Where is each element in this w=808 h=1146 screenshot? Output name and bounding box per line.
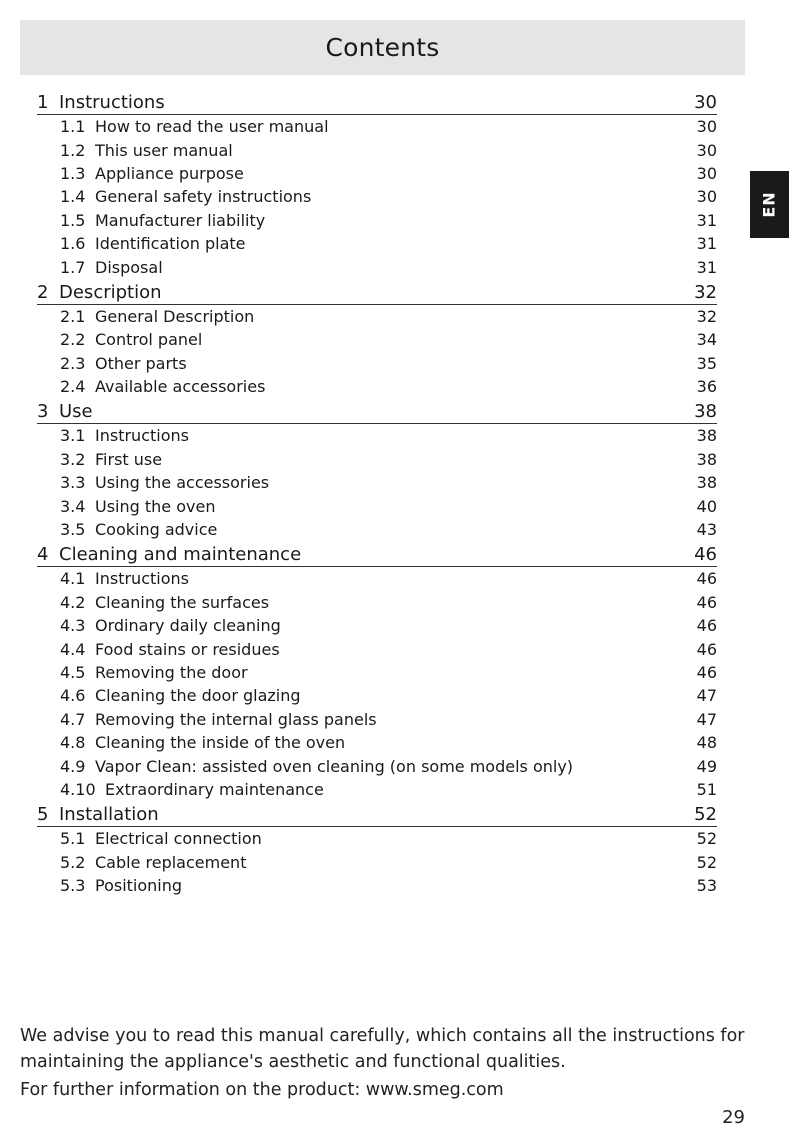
toc-item-page: 31 bbox=[696, 257, 717, 277]
toc-item-heading bbox=[60, 497, 215, 516]
toc-item-title: Using the oven bbox=[95, 496, 216, 516]
toc-item-page: 43 bbox=[696, 520, 717, 540]
toc-item-title: Vapor Clean: assisted oven cleaning (on some models only) bbox=[95, 756, 574, 776]
toc-item-title: Cleaning the door glazing bbox=[95, 686, 301, 706]
toc-item-title: Available accessories bbox=[95, 377, 266, 397]
toc-item[interactable] bbox=[37, 232, 717, 255]
toc-item-heading bbox=[60, 258, 163, 277]
toc-item[interactable] bbox=[37, 209, 717, 232]
table-of-contents bbox=[37, 89, 717, 897]
toc-item-page: 53 bbox=[696, 876, 717, 896]
toc-section-title: Cleaning and maintenance bbox=[59, 544, 302, 566]
language-label: EN bbox=[759, 191, 779, 218]
toc-item-number: 2.2 bbox=[60, 330, 86, 350]
toc-item[interactable] bbox=[37, 185, 717, 208]
toc-item-title: First use bbox=[95, 449, 163, 469]
toc-item-number: 1.1 bbox=[60, 117, 86, 137]
toc-item[interactable] bbox=[37, 494, 717, 517]
toc-item-title: Appliance purpose bbox=[95, 163, 244, 183]
toc-section-title: Use bbox=[59, 401, 93, 423]
toc-item-heading bbox=[60, 377, 265, 396]
toc-item-page: 47 bbox=[696, 709, 717, 729]
toc-item[interactable] bbox=[37, 375, 717, 398]
toc-item[interactable] bbox=[37, 352, 717, 375]
toc-item-page: 46 bbox=[696, 592, 717, 612]
toc-item[interactable] bbox=[37, 754, 717, 777]
toc-section-page: 52 bbox=[694, 804, 717, 826]
toc-item-page: 40 bbox=[696, 496, 717, 516]
toc-item-heading bbox=[60, 164, 244, 183]
toc-item-page: 46 bbox=[696, 663, 717, 682]
toc-item-heading bbox=[60, 640, 280, 659]
toc-item-title: Ordinary daily cleaning bbox=[95, 616, 281, 636]
toc-item[interactable] bbox=[37, 614, 717, 637]
toc-item-title: Removing the internal glass panels bbox=[95, 709, 377, 729]
toc-item-title: Electrical connection bbox=[95, 829, 262, 849]
toc-item[interactable] bbox=[37, 874, 717, 897]
toc-item-title: Using the accessories bbox=[95, 473, 270, 493]
toc-item[interactable] bbox=[37, 851, 717, 874]
toc-item-title: Identification plate bbox=[95, 234, 246, 254]
toc-item[interactable] bbox=[37, 731, 717, 754]
toc-section-title: Instructions bbox=[59, 92, 165, 113]
toc-section-number: 2 bbox=[37, 281, 49, 303]
toc-item[interactable] bbox=[37, 684, 717, 707]
toc-item-heading bbox=[60, 876, 182, 895]
toc-section-heading bbox=[37, 401, 93, 422]
toc-item-number: 4.2 bbox=[60, 592, 86, 612]
toc-section-page: 30 bbox=[694, 92, 717, 113]
contents-header bbox=[20, 20, 745, 75]
page-title: Contents bbox=[325, 33, 440, 62]
toc-item[interactable] bbox=[37, 305, 717, 328]
toc-item-number: 1.7 bbox=[60, 257, 86, 277]
toc-section-4[interactable] bbox=[37, 541, 717, 567]
toc-item-number: 4.5 bbox=[60, 663, 86, 682]
toc-item-heading bbox=[60, 473, 269, 492]
toc-item-number: 5.3 bbox=[60, 876, 86, 896]
toc-item-heading bbox=[60, 686, 301, 705]
toc-item[interactable] bbox=[37, 471, 717, 494]
toc-section-heading bbox=[37, 544, 301, 565]
toc-item-heading bbox=[60, 520, 217, 539]
toc-item-heading bbox=[60, 354, 187, 373]
toc-item-title: General safety instructions bbox=[95, 187, 312, 207]
toc-item-number: 2.3 bbox=[60, 353, 86, 373]
toc-item[interactable] bbox=[37, 255, 717, 278]
toc-item-number: 4.6 bbox=[60, 686, 86, 706]
toc-item-number: 4.4 bbox=[60, 639, 86, 659]
toc-item-heading bbox=[60, 710, 377, 729]
toc-item-page: 49 bbox=[696, 756, 717, 776]
toc-section-page: 32 bbox=[694, 281, 717, 303]
toc-item-title: Other parts bbox=[95, 353, 187, 373]
toc-item-page: 38 bbox=[696, 426, 717, 446]
toc-item-number: 3.5 bbox=[60, 520, 86, 540]
toc-item-number: 4.9 bbox=[60, 756, 86, 776]
toc-section-heading bbox=[37, 804, 159, 825]
toc-item-title: Removing the door bbox=[95, 663, 248, 682]
toc-item-page: 51 bbox=[696, 779, 717, 799]
toc-section-3[interactable] bbox=[37, 398, 717, 424]
toc-item-page: 30 bbox=[696, 187, 717, 207]
toc-item-title: Instructions bbox=[95, 569, 189, 589]
toc-item-page: 30 bbox=[696, 163, 717, 183]
toc-item-number: 1.3 bbox=[60, 163, 86, 183]
toc-item-heading bbox=[60, 307, 254, 326]
more-info-line: For further information on the product: www.smeg.com bbox=[20, 1080, 504, 1100]
toc-section-title: Description bbox=[59, 281, 162, 303]
toc-item-heading bbox=[60, 141, 233, 160]
toc-item-number: 2.4 bbox=[60, 377, 86, 397]
toc-item-number: 4.1 bbox=[60, 569, 86, 589]
toc-section-number: 4 bbox=[37, 544, 49, 566]
toc-item-heading bbox=[60, 117, 329, 136]
toc-item-heading bbox=[60, 593, 269, 612]
toc-item[interactable] bbox=[37, 637, 717, 660]
toc-item-page: 38 bbox=[696, 449, 717, 469]
toc-section-page: 46 bbox=[694, 544, 717, 566]
toc-item-number: 4.8 bbox=[60, 733, 86, 753]
toc-item-title: Control panel bbox=[95, 330, 203, 350]
toc-section-heading bbox=[37, 282, 162, 303]
toc-item-heading bbox=[60, 426, 189, 445]
toc-section-title: Installation bbox=[59, 804, 159, 826]
advice-line-2: maintaining the appliance's aesthetic and functional qualities. bbox=[20, 1052, 566, 1072]
toc-item-heading bbox=[60, 616, 281, 635]
toc-section-number: 1 bbox=[37, 92, 49, 113]
toc-item[interactable] bbox=[37, 708, 717, 731]
toc-section-1[interactable] bbox=[37, 89, 717, 115]
toc-item-heading bbox=[60, 733, 345, 752]
toc-item-page: 46 bbox=[696, 569, 717, 589]
toc-item-number: 3.4 bbox=[60, 496, 86, 516]
toc-item-title: Food stains or residues bbox=[95, 639, 280, 659]
toc-item-page: 52 bbox=[696, 852, 717, 872]
toc-item-page: 52 bbox=[696, 829, 717, 849]
toc-item-number: 4.7 bbox=[60, 709, 86, 729]
toc-item-number: 1.5 bbox=[60, 210, 86, 230]
toc-item-page: 30 bbox=[696, 117, 717, 137]
toc-item-page: 34 bbox=[696, 330, 717, 350]
toc-item-title: Cleaning the surfaces bbox=[95, 592, 270, 612]
toc-item-heading bbox=[60, 234, 246, 253]
toc-item-page: 32 bbox=[696, 306, 717, 326]
page-number: 29 bbox=[722, 1107, 745, 1128]
toc-item-title: Cleaning the inside of the oven bbox=[95, 733, 346, 753]
toc-item-heading bbox=[60, 211, 265, 230]
toc-item-page: 36 bbox=[696, 377, 717, 397]
toc-item[interactable] bbox=[37, 661, 717, 684]
toc-item-page: 31 bbox=[696, 210, 717, 230]
toc-item-heading bbox=[60, 569, 189, 588]
toc-item-number: 1.6 bbox=[60, 234, 86, 254]
toc-item-number: 5.1 bbox=[60, 829, 86, 849]
toc-item-page: 38 bbox=[696, 473, 717, 493]
toc-item[interactable] bbox=[37, 138, 717, 161]
toc-section-2[interactable] bbox=[37, 279, 717, 305]
toc-item-title: This user manual bbox=[95, 140, 233, 160]
toc-item-number: 3.2 bbox=[60, 449, 86, 469]
toc-item-number: 5.2 bbox=[60, 852, 86, 872]
toc-section-5[interactable] bbox=[37, 801, 717, 827]
toc-item-title: How to read the user manual bbox=[95, 117, 329, 137]
toc-item-page: 46 bbox=[696, 616, 717, 636]
toc-item-heading bbox=[60, 663, 248, 682]
toc-item-title: Disposal bbox=[95, 257, 163, 277]
toc-item-heading bbox=[60, 187, 311, 206]
toc-item-number: 2.1 bbox=[60, 306, 86, 326]
toc-item-number: 3.1 bbox=[60, 426, 86, 446]
toc-item-page: 47 bbox=[696, 686, 717, 706]
footer-note bbox=[20, 1023, 760, 1103]
toc-item-title: Cable replacement bbox=[95, 852, 247, 872]
toc-section-heading bbox=[37, 92, 165, 113]
toc-item-number: 4.3 bbox=[60, 616, 86, 636]
toc-item[interactable] bbox=[37, 518, 717, 541]
toc-item-page: 30 bbox=[696, 140, 717, 160]
toc-item-number: 1.4 bbox=[60, 187, 86, 207]
toc-item[interactable] bbox=[37, 328, 717, 351]
toc-item[interactable] bbox=[37, 567, 717, 590]
toc-item-heading bbox=[60, 330, 202, 349]
toc-item-number: 1.2 bbox=[60, 140, 86, 160]
toc-item-title: General Description bbox=[95, 306, 255, 326]
toc-item[interactable] bbox=[37, 778, 717, 801]
toc-item-title: Cooking advice bbox=[95, 520, 218, 540]
toc-item-heading bbox=[60, 853, 246, 872]
toc-item[interactable] bbox=[37, 162, 717, 185]
toc-item[interactable] bbox=[37, 827, 717, 850]
toc-item[interactable] bbox=[37, 591, 717, 614]
toc-item-title: Manufacturer liability bbox=[95, 210, 266, 230]
toc-item-title: Instructions bbox=[95, 426, 189, 446]
toc-section-number: 3 bbox=[37, 401, 49, 423]
toc-item-page: 48 bbox=[696, 733, 717, 753]
toc-item[interactable] bbox=[37, 115, 717, 138]
language-tab bbox=[750, 171, 789, 238]
toc-section-page: 38 bbox=[694, 401, 717, 423]
toc-item-number: 4.10 bbox=[60, 779, 96, 799]
toc-item[interactable] bbox=[37, 448, 717, 471]
toc-item-page: 35 bbox=[696, 353, 717, 373]
toc-item-title: Extraordinary maintenance bbox=[105, 779, 324, 799]
toc-item-title: Positioning bbox=[95, 876, 183, 896]
toc-item-page: 31 bbox=[696, 234, 717, 254]
toc-item-heading bbox=[60, 450, 162, 469]
toc-item[interactable] bbox=[37, 424, 717, 447]
toc-item-heading bbox=[60, 829, 262, 848]
advice-line-1: We advise you to read this manual carefully, which contains all the instructions for bbox=[20, 1026, 745, 1046]
toc-item-number: 3.3 bbox=[60, 473, 86, 493]
toc-section-number: 5 bbox=[37, 804, 49, 826]
toc-item-page: 46 bbox=[696, 639, 717, 659]
toc-item-heading bbox=[60, 757, 573, 776]
toc-item-heading bbox=[60, 780, 324, 799]
